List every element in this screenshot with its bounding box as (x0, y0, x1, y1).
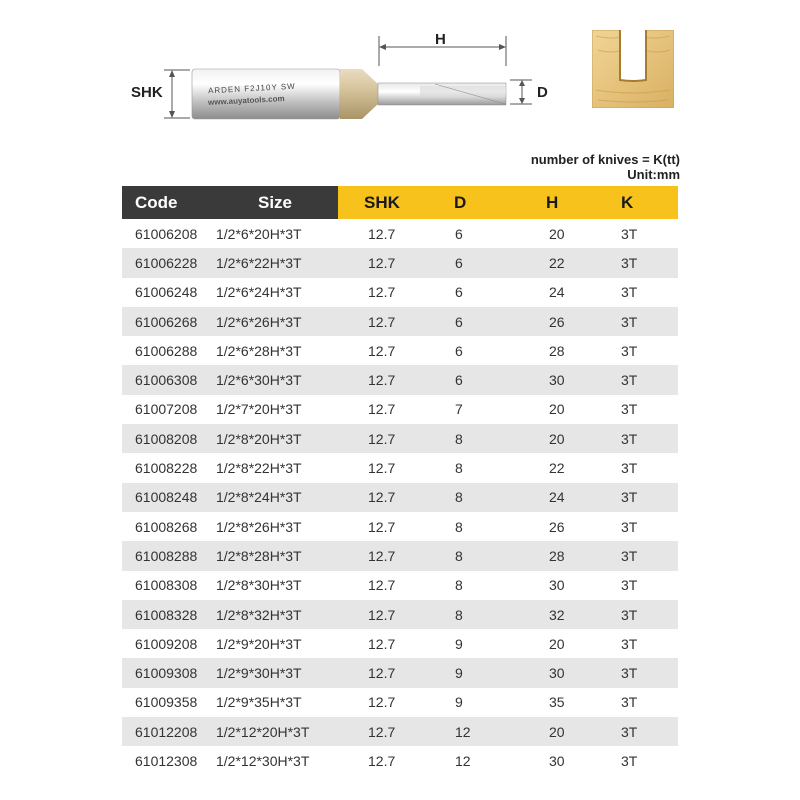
cell-h: 30 (549, 752, 565, 769)
table-row (122, 307, 678, 336)
cell-h: 20 (530, 717, 613, 746)
cell-d: 8 (435, 483, 530, 512)
cell-shk: 12.7 (368, 694, 396, 711)
cell-d: 8 (435, 600, 530, 629)
unit-note: Unit:mm (627, 167, 680, 182)
cell-code: 61006208 (135, 225, 198, 242)
header-code: Code (122, 186, 216, 219)
cell-size: 1/2*6*20H*3T (216, 225, 302, 242)
cell-code: 61008228 (135, 460, 198, 477)
table-row (122, 688, 678, 717)
cell-code: 61008268 (135, 518, 198, 535)
table-row (122, 365, 678, 394)
cell-k: 3T (621, 401, 638, 418)
cell-d: 6 (455, 284, 463, 301)
cell-d: 6 (435, 365, 530, 394)
d-arrow-down-icon (519, 98, 525, 104)
cell-shk: 12.7 (368, 577, 396, 594)
cell-h: 24 (530, 483, 613, 512)
cell-d: 8 (435, 541, 530, 570)
cell-size: 1/2*8*22H*3T (216, 460, 302, 477)
header-shk: SHK (338, 186, 435, 219)
shank-brand-text: ARDEN F2J10Y SW (207, 81, 296, 96)
cell-code: 61006288 (135, 342, 198, 359)
cell-size: 1/2*9*30H*3T (216, 658, 338, 687)
cell-code: 61012208 (122, 717, 216, 746)
cell-k: 3T (613, 365, 678, 394)
cell-k: 3T (621, 752, 638, 769)
table-header-row (122, 186, 678, 219)
cell-h: 30 (530, 658, 613, 687)
cell-shk: 12.7 (338, 541, 435, 570)
cell-h: 28 (530, 541, 613, 570)
table-row (122, 571, 678, 600)
cell-k: 3T (613, 307, 678, 336)
spec-table-body (122, 219, 678, 776)
cell-shk: 12.7 (338, 600, 435, 629)
cell-d: 12 (455, 752, 471, 769)
cell-shk: 12.7 (368, 401, 396, 418)
cell-size: 1/2*6*22H*3T (216, 248, 338, 277)
cell-h: 20 (549, 401, 565, 418)
cell-k: 3T (613, 541, 678, 570)
table-row (122, 658, 678, 687)
table-row (122, 395, 678, 424)
table-row (122, 424, 678, 453)
cell-h: 20 (549, 225, 565, 242)
cell-size: 1/2*12*30H*3T (216, 752, 310, 769)
cell-h: 35 (549, 694, 565, 711)
cell-shk: 12.7 (368, 460, 396, 477)
router-bit-drawing (0, 0, 800, 150)
table-row (122, 453, 678, 482)
cell-shk: 12.7 (368, 225, 396, 242)
cell-shk: 12.7 (338, 424, 435, 453)
cell-d: 8 (455, 577, 463, 594)
cell-d: 9 (455, 635, 463, 652)
header-h: H (530, 186, 613, 219)
cell-h: 24 (549, 284, 565, 301)
spec-table (122, 186, 678, 776)
cell-shk: 12.7 (368, 342, 396, 359)
shk-arrow-down-icon (169, 111, 175, 118)
cell-k: 3T (613, 717, 678, 746)
cell-shk: 12.7 (368, 752, 396, 769)
cell-h: 26 (530, 307, 613, 336)
table-row (122, 278, 678, 307)
cell-k: 3T (621, 577, 638, 594)
cell-shk: 12.7 (338, 365, 435, 394)
cell-code: 61009308 (122, 658, 216, 687)
cell-d: 7 (455, 401, 463, 418)
table-row (122, 600, 678, 629)
cell-shk: 12.7 (368, 284, 396, 301)
cell-shk: 12.7 (338, 483, 435, 512)
shk-arrow-up-icon (169, 70, 175, 77)
table-row (122, 541, 678, 570)
cell-shk: 12.7 (338, 717, 435, 746)
cell-size: 1/2*8*30H*3T (216, 577, 302, 594)
table-row (122, 746, 678, 775)
cell-size: 1/2*8*24H*3T (216, 483, 338, 512)
cell-d: 9 (455, 694, 463, 711)
cell-size: 1/2*9*35H*3T (216, 694, 302, 711)
d-label: D (537, 84, 548, 101)
cell-h: 22 (549, 460, 565, 477)
cell-k: 3T (621, 694, 638, 711)
cell-d: 9 (435, 658, 530, 687)
cell-size: 1/2*8*28H*3T (216, 541, 338, 570)
cell-shk: 12.7 (338, 307, 435, 336)
cell-d: 8 (435, 424, 530, 453)
cell-d: 6 (455, 342, 463, 359)
shk-label: SHK (131, 84, 163, 101)
bit-taper (340, 69, 378, 119)
table-row (122, 336, 678, 365)
table-row (122, 717, 678, 746)
d-arrow-up-icon (519, 80, 525, 86)
cell-size: 1/2*7*20H*3T (216, 401, 302, 418)
header-d: D (435, 186, 530, 219)
header-k: K (613, 186, 678, 219)
cell-k: 3T (621, 225, 638, 242)
cell-h: 20 (549, 635, 565, 652)
cell-h: 20 (530, 424, 613, 453)
cell-code: 61012308 (135, 752, 198, 769)
cell-code: 61006228 (122, 248, 216, 277)
cell-size: 1/2*6*30H*3T (216, 365, 338, 394)
cell-code: 61008308 (135, 577, 198, 594)
h-arrow-left-icon (379, 44, 386, 50)
cell-k: 3T (621, 284, 638, 301)
table-notes (531, 152, 680, 182)
cell-shk: 12.7 (368, 518, 396, 535)
cell-code: 61006248 (135, 284, 198, 301)
shank-website-text: www.auyatools.com (207, 94, 285, 107)
cell-size: 1/2*8*32H*3T (216, 600, 338, 629)
cell-size: 1/2*6*28H*3T (216, 342, 302, 359)
cell-size: 1/2*6*24H*3T (216, 284, 302, 301)
cell-k: 3T (621, 518, 638, 535)
cell-code: 61008328 (122, 600, 216, 629)
cell-shk: 12.7 (368, 635, 396, 652)
cell-size: 1/2*8*20H*3T (216, 424, 338, 453)
cut-profile-thumbnail (592, 30, 674, 108)
cell-shk: 12.7 (338, 658, 435, 687)
cell-h: 32 (530, 600, 613, 629)
cell-size: 1/2*9*20H*3T (216, 635, 302, 652)
cell-code: 61008288 (122, 541, 216, 570)
cell-code: 61006268 (122, 307, 216, 336)
cell-size: 1/2*8*26H*3T (216, 518, 302, 535)
h-arrow-right-icon (499, 44, 506, 50)
cell-h: 22 (530, 248, 613, 277)
cell-k: 3T (613, 424, 678, 453)
product-diagram (0, 0, 800, 150)
cell-code: 61008208 (122, 424, 216, 453)
table-row (122, 219, 678, 248)
cell-shk: 12.7 (338, 248, 435, 277)
table-row (122, 629, 678, 658)
cell-d: 12 (435, 717, 530, 746)
cell-code: 61008248 (122, 483, 216, 512)
cell-d: 6 (435, 307, 530, 336)
cell-h: 30 (530, 365, 613, 394)
cell-k: 3T (621, 460, 638, 477)
cell-k: 3T (613, 600, 678, 629)
cell-size: 1/2*6*26H*3T (216, 307, 338, 336)
header-size: Size (216, 186, 338, 219)
cell-code: 61009208 (135, 635, 198, 652)
cell-code: 61006308 (122, 365, 216, 394)
wood-profile-image (592, 30, 674, 108)
cell-k: 3T (621, 635, 638, 652)
h-label: H (435, 31, 446, 48)
cell-k: 3T (621, 342, 638, 359)
table-row (122, 483, 678, 512)
knives-note: number of knives = K(tt) (530, 152, 680, 167)
table-row (122, 248, 678, 277)
cell-k: 3T (613, 248, 678, 277)
cell-h: 28 (549, 342, 565, 359)
cell-h: 26 (549, 518, 565, 535)
cell-d: 6 (435, 248, 530, 277)
cell-d: 8 (455, 460, 463, 477)
table-row (122, 512, 678, 541)
cell-d: 6 (455, 225, 463, 242)
cell-code: 61009358 (135, 694, 198, 711)
cell-code: 61007208 (135, 401, 198, 418)
cell-k: 3T (613, 658, 678, 687)
cell-size: 1/2*12*20H*3T (216, 717, 338, 746)
cell-h: 30 (549, 577, 565, 594)
cell-k: 3T (613, 483, 678, 512)
cell-d: 8 (455, 518, 463, 535)
